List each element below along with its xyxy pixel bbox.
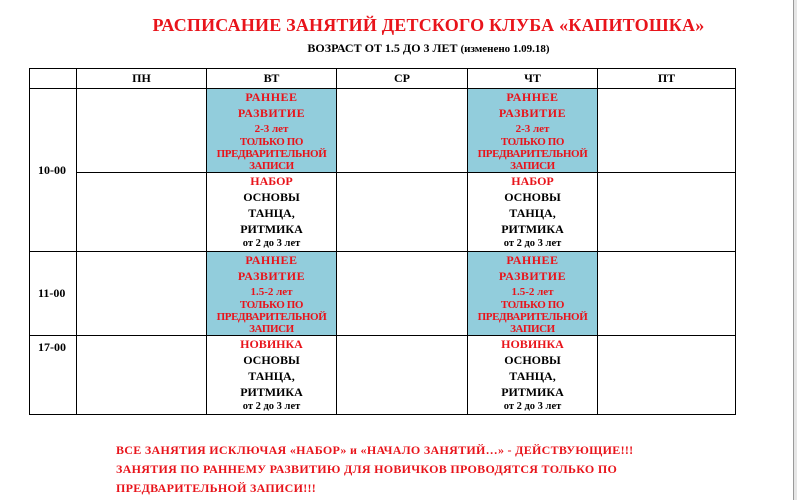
note-line: ЗАНЯТИЯ ПО РАННЕМУ РАЗВИТИЮ ДЛЯ НОВИЧКОВ ПРОВОДЯТСЯ ТОЛЬКО ПО	[116, 462, 618, 476]
time-cell: 10-00	[30, 89, 77, 252]
page-subtitle	[0, 41, 797, 56]
empty-cell	[598, 336, 736, 415]
dance-thu-1000: НАБОР ОСНОВЫ ТАНЦА, РИТМИКА от 2 до 3 лет	[468, 173, 598, 252]
subtitle-age: ВОЗРАСТ ОТ 1.5 ДО 3 ЛЕТ	[307, 41, 458, 55]
day-header-thu: ЧТ	[468, 69, 598, 89]
time-cell: 11-00	[30, 252, 77, 336]
note-line: ПРЕДВАРИТЕЛЬНОЙ ЗАПИСИ!!!	[116, 481, 317, 495]
empty-cell	[337, 336, 468, 415]
empty-cell	[337, 89, 468, 173]
day-header-tue: ВТ	[207, 69, 337, 89]
day-header-fri: ПТ	[598, 69, 736, 89]
empty-cell	[337, 173, 468, 252]
early-dev-tue-1100: РАННЕЕ РАЗВИТИЕ 1.5-2 лет ТОЛЬКО ПО ПРЕДВАРИТЕЛЬНОЙ ЗАПИСИ	[207, 252, 337, 336]
schedule-table	[29, 68, 736, 415]
empty-cell	[598, 252, 736, 336]
table-row	[30, 89, 736, 173]
corner-cell	[30, 69, 77, 89]
empty-cell	[77, 336, 207, 415]
day-header-wed: СР	[337, 69, 468, 89]
empty-cell	[77, 252, 207, 336]
early-dev-tue-1000: РАННЕЕ РАЗВИТИЕ 2-3 лет ТОЛЬКО ПО ПРЕДВАРИТЕЛЬНОЙ ЗАПИСИ	[207, 89, 337, 173]
dance-thu-1700: НОВИНКА ОСНОВЫ ТАНЦА, РИТМИКА от 2 до 3 лет	[468, 336, 598, 415]
empty-cell	[598, 173, 736, 252]
day-header-mon: ПН	[77, 69, 207, 89]
early-dev-thu-1100: РАННЕЕ РАЗВИТИЕ 1.5-2 лет ТОЛЬКО ПО ПРЕДВАРИТЕЛЬНОЙ ЗАПИСИ	[468, 252, 598, 336]
table-row	[30, 173, 736, 252]
early-dev-thu-1000: РАННЕЕ РАЗВИТИЕ 2-3 лет ТОЛЬКО ПО ПРЕДВАРИТЕЛЬНОЙ ЗАПИСИ	[468, 89, 598, 173]
time-cell: 17-00	[30, 336, 77, 415]
table-row	[30, 336, 736, 415]
empty-cell	[77, 173, 207, 252]
empty-cell	[598, 89, 736, 173]
table-row	[30, 252, 736, 336]
page-title: РАСПИСАНИЕ ЗАНЯТИЙ ДЕТСКОГО КЛУБА «КАПИТОШКА»	[152, 15, 705, 35]
subtitle-changed: (изменено 1.09.18)	[460, 43, 550, 55]
empty-cell	[77, 89, 207, 173]
footer-notes	[116, 441, 756, 498]
header-row	[30, 69, 736, 89]
note-line: ВСЕ ЗАНЯТИЯ ИСКЛЮЧАЯ «НАБОР» и «НАЧАЛО ЗАНЯТИЙ…» - ДЕЙСТВУЮЩИЕ!!!	[116, 443, 634, 457]
dance-tue-1000: НАБОР ОСНОВЫ ТАНЦА, РИТМИКА от 2 до 3 лет	[207, 173, 337, 252]
dance-tue-1700: НОВИНКА ОСНОВЫ ТАНЦА, РИТМИКА от 2 до 3 лет	[207, 336, 337, 415]
empty-cell	[337, 252, 468, 336]
